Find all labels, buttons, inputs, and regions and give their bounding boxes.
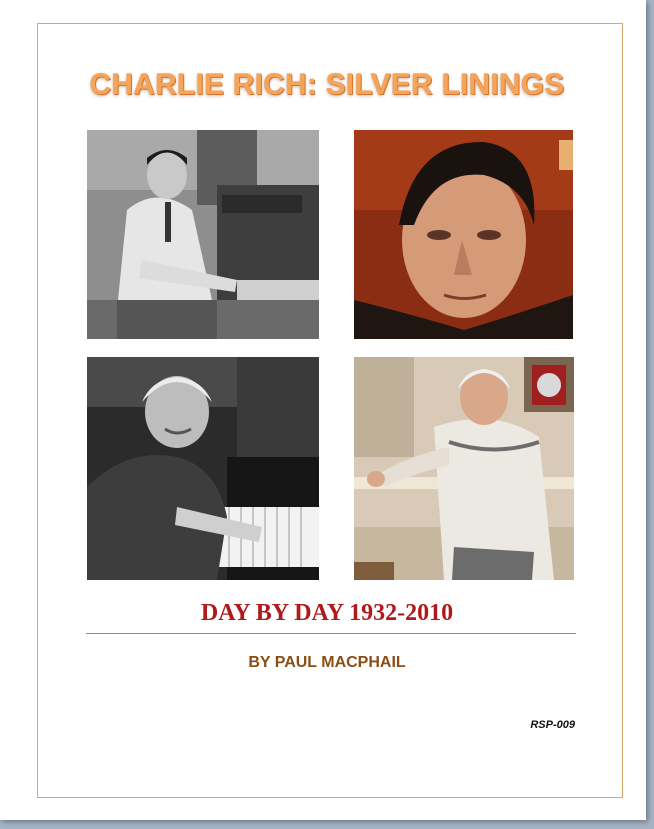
- subtitle-divider: [86, 633, 576, 634]
- document-code: RSP-009: [530, 719, 575, 731]
- photo-white-jacket-piano: [87, 130, 319, 339]
- photo-western-shirt: [354, 357, 574, 580]
- document-author: BY PAUL MACPHAIL: [248, 654, 406, 671]
- photo-silver-haired-piano: [87, 357, 319, 580]
- document-subtitle: DAY BY DAY 1932-2010: [200, 600, 454, 626]
- document-title: CHARLIE RICH: SILVER LININGS: [89, 68, 565, 101]
- photo-dark-haired-portrait: [354, 130, 573, 339]
